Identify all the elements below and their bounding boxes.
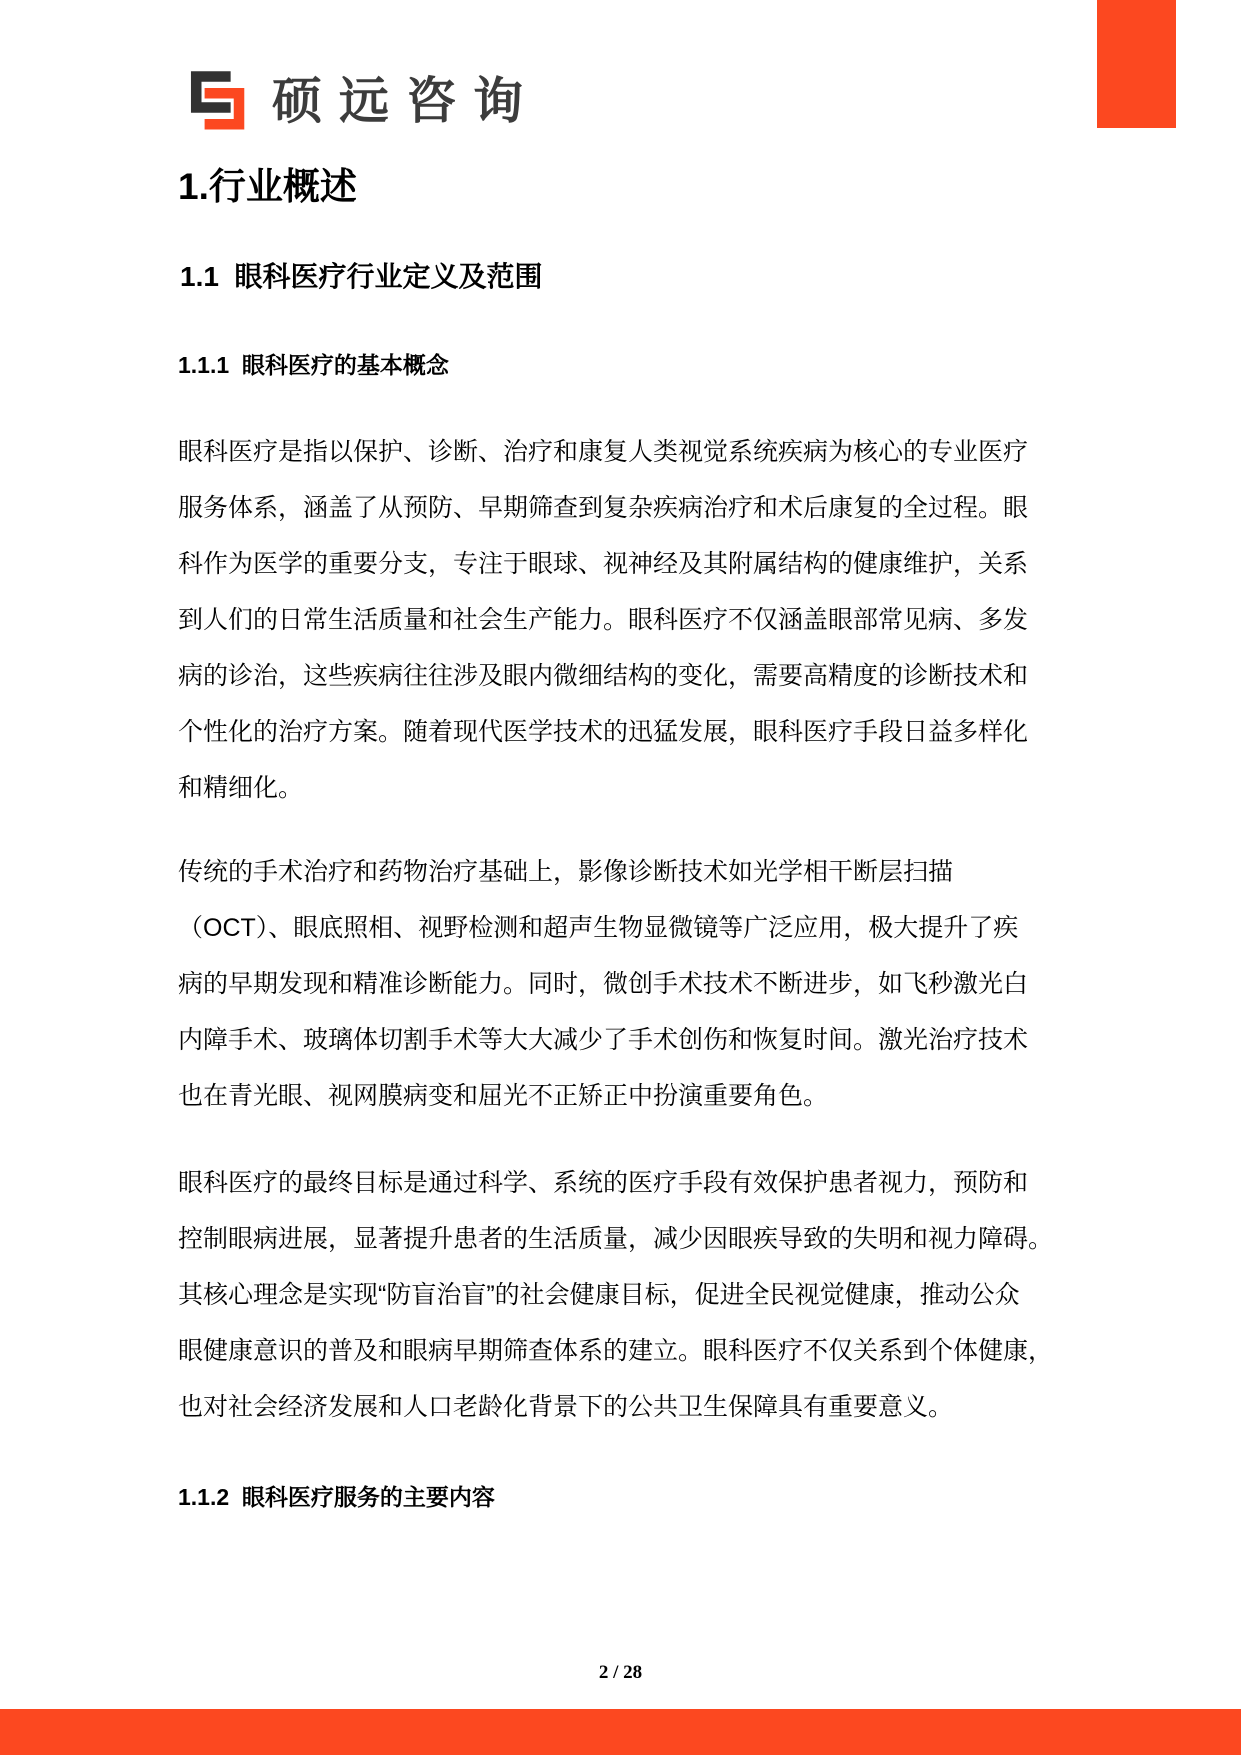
paragraph-2 [178,844,1028,1124]
body-line: 眼科医疗的最终目标是通过科学、系统的医疗手段有效保护患者视力，预防和 [178,1169,1029,1197]
body-line: 内障手术、玻璃体切割手术等大大减少了手术创伤和恢复时间。激光治疗技术 [178,1026,1029,1054]
body-line: 和精细化。 [178,774,304,802]
section-title: 1.行业概述 [178,166,357,207]
body-line: 科作为医学的重要分支，专注于眼球、视神经及其附属结构的健康维护，关系 [178,550,1029,578]
subsection-title: 1.1 眼科医疗行业定义及范围 [180,261,543,292]
body-line: 眼科医疗是指以保护、诊断、治疗和康复人类视觉系统疾病为核心的专业医疗 [178,438,1029,466]
body-line: 传统的手术治疗和药物治疗基础上，影像诊断技术如光学相干断层扫描 [178,858,954,886]
body-line: 个性化的治疗方案。随着现代医学技术的迅猛发展，眼科医疗手段日益多样化 [178,718,1029,746]
body-line: 眼健康意识的普及和眼病早期筛查体系的建立。眼科医疗不仅关系到个体健康， [178,1337,1054,1365]
body-line: 到人们的日常生活质量和社会生产能力。眼科医疗不仅涵盖眼部常见病、多发 [178,606,1029,634]
page-number: 2 / 28 [598,1662,643,1683]
body-line: 病的诊治，这些疾病往往涉及眼内微细结构的变化，需要高精度的诊断技术和 [178,662,1029,690]
body-line: 也在青光眼、视网膜病变和屈光不正矫正中扮演重要角色。 [178,1082,829,1110]
body-line: （OCT）、眼底照相、视野检测和超声生物显微镜等广泛应用，极大提升了疾 [178,914,1019,942]
subsubsection-title-1: 1.1.1 眼科医疗的基本概念 [178,352,449,378]
body-line: 服务体系，涵盖了从预防、早期筛查到复杂疾病治疗和术后康复的全过程。眼 [178,494,1029,522]
paragraph-3 [178,1155,1053,1435]
subsubsection-title-2: 1.1.2 眼科医疗服务的主要内容 [178,1484,495,1510]
body-line: 也对社会经济发展和人口老龄化背景下的公共卫生保障具有重要意义。 [178,1393,954,1421]
brand-logo [186,68,540,134]
paragraph-1 [178,424,1028,816]
brand-logo-icon [186,68,248,134]
body-line: 病的早期发现和精准诊断能力。同时，微创手术技术不断进步，如飞秒激光白 [178,970,1029,998]
bottom-accent-bar [0,1709,1241,1755]
top-right-accent-block [1097,0,1176,128]
brand-name: 硕远咨询 [272,73,540,129]
body-line: 控制眼病进展，显著提升患者的生活质量，减少因眼疾导致的失明和视力障碍。 [178,1225,1054,1253]
body-line: 其核心理念是实现“防盲治盲”的社会健康目标，促进全民视觉健康，推动公众 [178,1281,1020,1309]
